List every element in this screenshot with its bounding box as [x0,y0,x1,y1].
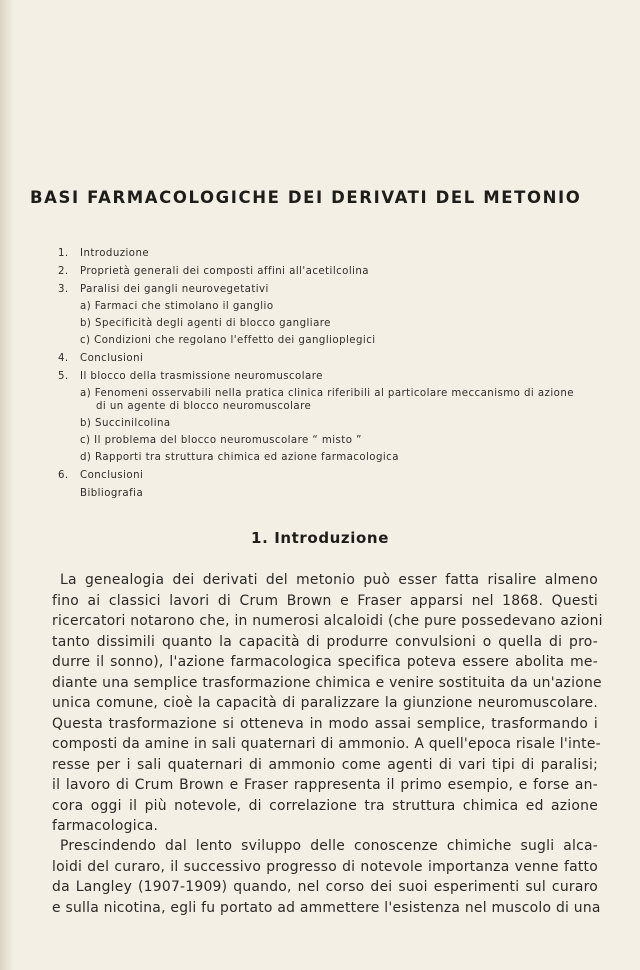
toc-item-text: d) Rapporti tra struttura chimica ed azione farmacologica [80,452,399,463]
toc-item-text: Bibliografia [80,488,144,499]
toc-item-text: b) Specificità degli agenti di blocco gangliare [80,318,331,329]
toc-item-text: Paralisi dei gangli neurovegetativi [80,284,269,295]
toc-item-text: Conclusioni [80,470,144,481]
toc-item-text: a) Farmaci che stimolano il ganglio [80,301,274,312]
text-line: farmacologica. [52,818,159,834]
toc-item-number: 3. [58,284,69,295]
text-line: resse per i sali quaternari di ammonio come agenti di vari tipi di paralisi; [52,756,598,773]
toc-item-number: 4. [58,353,69,364]
document-title: BASI FARMACOLOGICHE DEI DERIVATI DEL METONIO [30,188,582,207]
toc-item-text: di un agente di blocco neuromuscolare [96,401,312,412]
paragraph-1 [52,570,603,837]
toc-item-number: 1. [58,248,69,259]
text-line: tanto dissimili quanto la capacità di produrre convulsioni o quella di pro- [52,633,598,650]
text-line: e sulla nicotina, egli fu portato ad ammettere l'esistenza nel muscolo di una [52,899,601,916]
toc-item-text: Conclusioni [80,353,144,364]
text-line: ricercatori notarono che, in numerosi alcaloidi (che pure possedevano azioni [52,613,603,629]
toc-item-text: Introduzione [80,248,150,259]
text-line: il lavoro di Crum Brown e Fraser rappresenta il primo esempio, e forse an- [52,777,598,793]
text-line: Prescindendo dal lento sviluppo delle conoscenze chimiche sugli alca- [60,838,598,854]
text-line: durre il sonno), l'azione farmacologica specifica poteva essere abolita me- [52,654,598,670]
text-line: cora oggi il più notevole, di correlazione tra struttura chimica ed azione [52,797,598,814]
paragraph-2 [52,836,601,918]
text-line: La genealogia dei derivati del metonio può esser fatta risalire almeno [60,572,598,588]
toc-item-text: c) Il problema del blocco neuromuscolare “ misto ” [80,435,362,446]
text-line: Questa trasformazione si otteneva in modo assai semplice, trasformando i [52,715,598,732]
toc-item-text: Il blocco della trasmissione neuromuscolare [80,371,323,382]
text-line: da Langley (1907-1909) quando, nel corso dei suoi esperimenti sul curaro [52,879,598,895]
toc-item-number: 5. [58,371,69,382]
toc-item-text: Proprietà generali dei composti affini all'acetilcolina [80,266,369,277]
text-line: loidi del curaro, il successivo progresso di notevole importanza venne fatto [52,858,598,875]
toc-item-number: 2. [58,266,69,277]
toc-item-text: c) Condizioni che regolano l'effetto dei ganglioplegici [80,335,376,346]
section-title: 1. Introduzione [251,529,389,547]
text-line: composti da amine in sali quaternari di ammonio. A quell'epoca risale l'inte- [52,736,601,752]
text-line: diante una semplice trasformazione chimica e venire sostituita da un'azione [52,674,602,691]
toc-item-number: 6. [58,470,69,481]
toc-item-text: a) Fenomeni osservabili nella pratica clinica riferibili al particolare meccanismo di azione [80,388,574,399]
page-binding-shadow [0,0,14,970]
text-line: fino ai classici lavori di Crum Brown e Fraser apparsi nel 1868. Questi [52,592,598,609]
toc-item-text: b) Succinilcolina [80,418,171,429]
text-line: unica comune, cioè la capacità di paralizzare la giunzione neuromuscolare. [52,695,598,711]
